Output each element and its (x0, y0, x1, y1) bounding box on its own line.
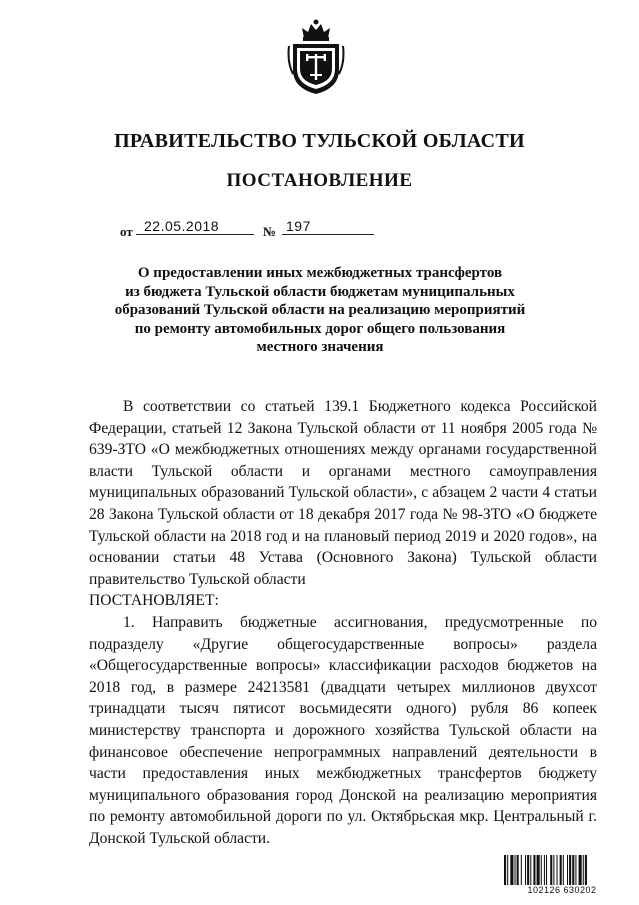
item-1-paragraph: 1. Направить бюджетные ассигнования, предусмотренные по подразделу «Другие общегосударственные вопросы» раздела «Общегосударственные вопросы» классификации расходов бюджетов на 2018 год, в размере 24213581 (двадцати четырех миллионов двухсот тринадцати тысяч пятисот восьмидесяти одного) рубля 86 копеек министерству транспорта и дорожного хозяйства Тульской области на финансовое обеспечение непрограммных направлений деятельности в части предоставления иных межбюджетных трансфертов бюджету муниципального образования город Донской на реализацию мероприятия по ремонту автомобильной дороги по ул. Октябрьская мкр. Центральный г. Донской Тульской области. (89, 613, 597, 847)
subject-line: образований Тульской области на реализацию мероприятий (114, 302, 526, 318)
document-type: ПОСТАНОВЛЕНИЕ (226, 170, 413, 191)
document-body (89, 396, 597, 849)
number-label: № (263, 224, 277, 239)
barcode-number: 102126 630202 (503, 885, 621, 895)
preamble-paragraph: В соответствии со статьей 139.1 Бюджетного кодекса Российской Федерации, статьей 12 Закона Тульской области от 11 ноября 2005 года № 639-ЗТО «О межбюджетных отношениях между органами государственной власти Тульской области и органами местного самоуправления муниципальных образований Тульской области», с абзацем 2 части 4 статьи 28 Закона Тульской области от 18 декабря 2017 года № 98-ЗТО «О бюджете Тульской области на 2018 год и на плановый период 2019 и 2020 годов», на основании статьи 48 Устава (Основного Закона) Тульской области правительство Тульской области (89, 398, 597, 588)
date-label: от (120, 224, 133, 239)
organization-title: ПРАВИТЕЛЬСТВО ТУЛЬСКОЙ ОБЛАСТИ (114, 130, 525, 152)
subject-line: из бюджета Тульской области бюджетам муниципальных (125, 283, 515, 300)
coat-of-arms-icon (287, 18, 345, 96)
number-value: 197 (282, 217, 374, 235)
date-number-line (120, 217, 420, 239)
subject-line: О предоставлении иных межбюджетных трансфертов (137, 265, 503, 281)
resolves-word: ПОСТАНОВЛЯЕТ: (89, 592, 219, 610)
date-value: 22.05.2018 (136, 217, 254, 235)
subject-line: по ремонту автомобильных дорог общего пользования (134, 320, 506, 337)
subject-line: местного значения (256, 339, 384, 355)
document-subject (100, 264, 540, 357)
